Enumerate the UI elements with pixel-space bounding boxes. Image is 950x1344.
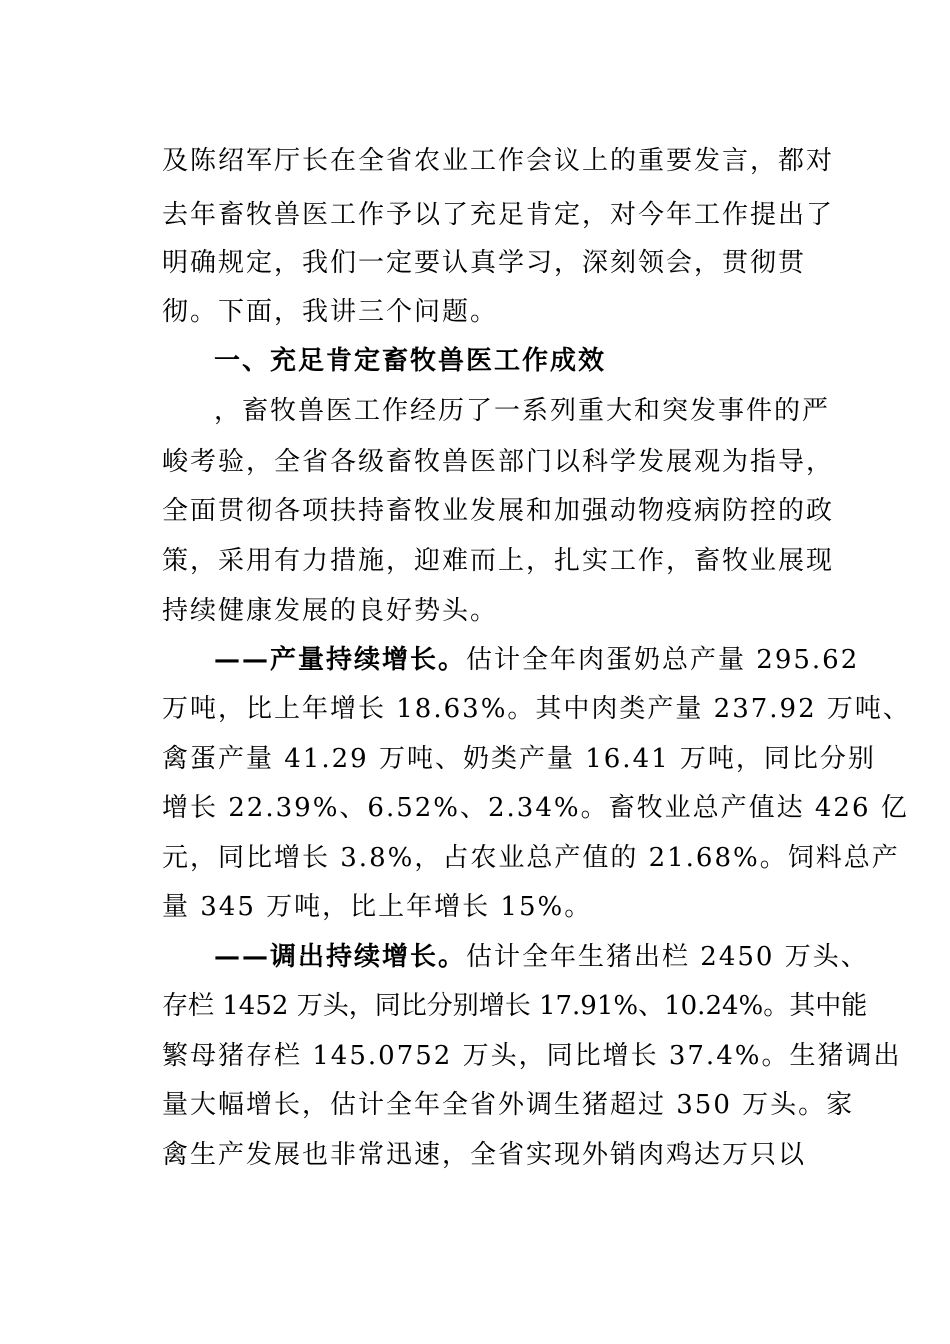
para2-line-1 <box>214 645 859 675</box>
para2-line-4: 增长 22.39%、6.52%、2.34%。畜牧业总产值达 426 亿 <box>162 793 909 823</box>
para3-line-5: 禽生产发展也非常迅速，全省实现外销肉鸡达万只以 <box>162 1140 807 1170</box>
para3-line-2: 存栏 1452 万头，同比分别增长 17.91%、10.24%。其中能 <box>162 991 868 1021</box>
intro-line-1: 及陈绍军厅长在全省农业工作会议上的重要发言，都对 <box>162 146 835 176</box>
para2-line-6: 量 345 万吨，比上年增长 15%。 <box>162 892 593 922</box>
para1-line-1: ，畜牧兽医工作经历了一系列重大和突发事件的严 <box>214 396 831 426</box>
para2-line-5: 元，同比增长 3.8%，占农业总产值的 21.68%。饲料总产 <box>162 843 900 873</box>
para2-lead: ——产量持续增长。 <box>214 645 467 675</box>
intro-line-2: 去年畜牧兽医工作予以了充足肯定，对今年工作提出了 <box>162 200 835 230</box>
para1-line-2: 峻考验，全省各级畜牧兽医部门以科学发展观为指导， <box>162 447 835 477</box>
para1-line-3: 全面贯彻各项扶持畜牧业发展和加强动物疫病防控的政 <box>162 496 835 526</box>
para2-first-line-rest: 估计全年肉蛋奶总产量 295.62 <box>466 645 860 675</box>
para2-line-3: 禽蛋产量 41.29 万吨、奶类产量 16.41 万吨，同比分别 <box>162 744 876 774</box>
para1-line-5: 持续健康发展的良好势头。 <box>162 596 499 626</box>
para2-line-2: 万吨，比上年增长 18.63%。其中肉类产量 237.92 万吨、 <box>162 694 911 724</box>
section-heading: 一、充足肯定畜牧兽医工作成效 <box>214 346 607 376</box>
intro-line-4: 彻。下面，我讲三个问题。 <box>162 297 499 327</box>
para3-first-line-rest: 估计全年生猪出栏 2450 万头、 <box>466 942 869 972</box>
para3-line-3: 繁母猪存栏 145.0752 万头，同比增长 37.4%。生猪调出 <box>162 1041 902 1071</box>
para3-lead: ——调出持续增长。 <box>214 942 467 972</box>
intro-line-3: 明确规定，我们一定要认真学习，深刻领会，贯彻贯 <box>162 248 807 278</box>
para3-line-1 <box>214 942 869 972</box>
para3-line-4: 量大幅增长，估计全年全省外调生猪超过 350 万头。家 <box>162 1090 855 1120</box>
para1-line-4: 策，采用有力措施，迎难而上，扎实工作，畜牧业展现 <box>162 546 835 576</box>
